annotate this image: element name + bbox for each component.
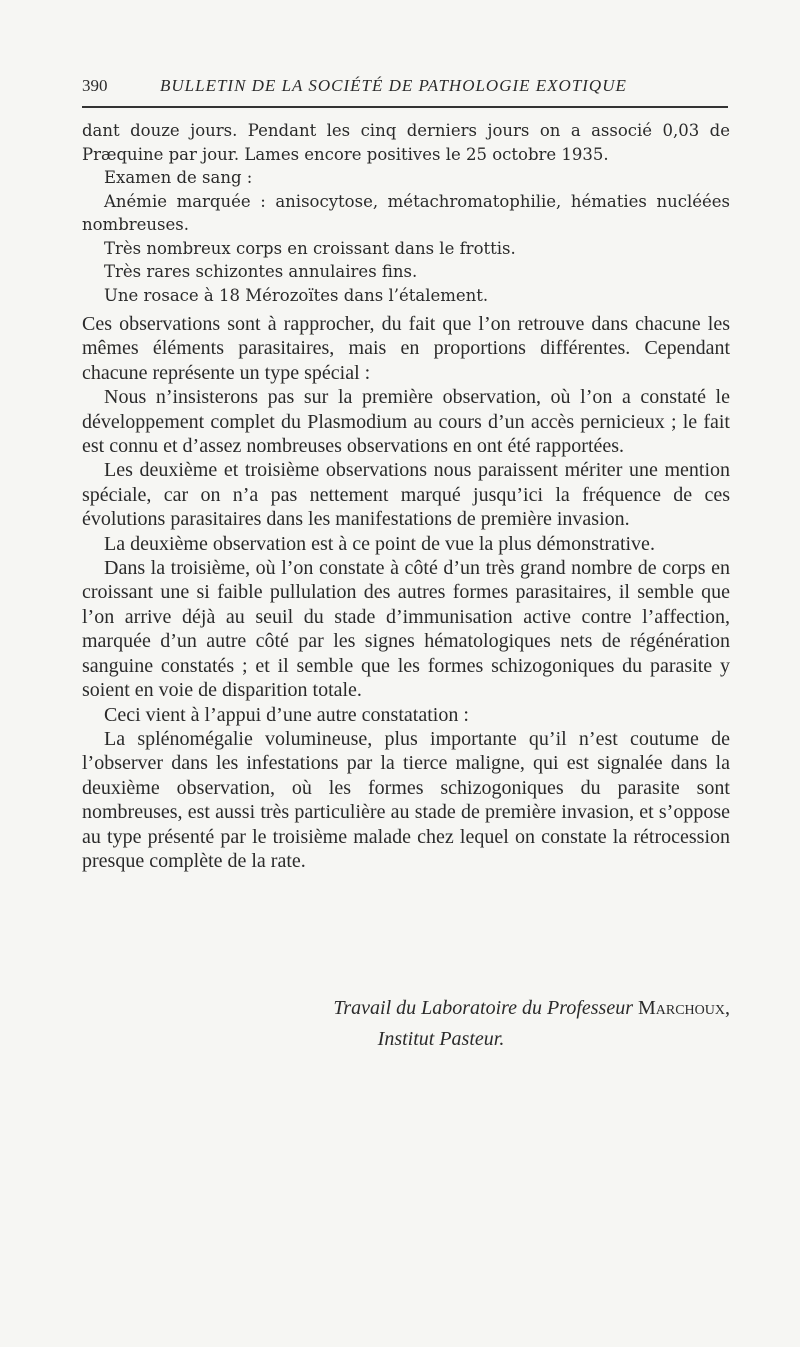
observation-paragraph: Anémie marquée : anisocytose, métachromatophilie, hématies nucléées nombreuses.: [82, 191, 730, 234]
running-head: [82, 76, 728, 100]
discussion-paragraph: Ces observations sont à rapprocher, du fait que l’on retrouve dans chacune les mêmes éléments parasitaires, mais en proportions différentes. Cependant chacune représente un type spécial :: [82, 313, 730, 384]
page-number: 390: [82, 76, 108, 95]
observation-paragraph: Très rares schizontes annulaires fins.: [104, 262, 418, 281]
discussion-paragraph: La deuxième observation est à ce point de vue la plus démonstrative.: [104, 532, 655, 555]
observation-paragraph: Une rosace à 18 Mérozoïtes dans l’étalement.: [104, 285, 489, 305]
discussion-paragraph: Les deuxième et troisième observations nous paraissent mériter une mention spéciale, car on n’a pas nettement marqué jusqu’ici la fréquence de ces évolutions parasitaires dans les manifestations de première invasion.: [82, 459, 730, 531]
discussion-paragraph: La splénomégalie volumineuse, plus importante qu’il n’est coutume de l’observer dans les infestations par la tierce maligne, qui est signalée dans la deuxième observation, où les formes schizogoniques du parasite sont nombreuses, est aussi très particulière au stade de première invasion, et s’oppose au type présenté par le troisième malade chez lequel on constate la rétrocession presque complète de la rate.: [82, 727, 730, 872]
signature-institute: Institut Pasteur.: [377, 1028, 505, 1050]
signature-line-1: [82, 993, 730, 1024]
signature-professor-name: Marchoux,: [637, 997, 730, 1019]
journal-title: BULLETIN DE LA SOCIÉTÉ DE PATHOLOGIE EXOTIQUE: [160, 76, 627, 95]
signature-block: [82, 993, 730, 1055]
observation-end-block: [82, 119, 730, 307]
observation-paragraph: dant douze jours. Pendant les cinq derniers jours on a associé 0,03 de Præquine par jour. Lames encore positives le 25 octobre 1935.: [82, 121, 730, 164]
discussion-block: [82, 312, 730, 873]
observation-paragraph: Très nombreux corps en croissant dans le frottis.: [104, 238, 516, 258]
discussion-paragraph: Ceci vient à l’appui d’une autre constatation :: [104, 703, 469, 726]
signature-lab-text: Travail du Laboratoire du Professeur: [333, 997, 633, 1019]
discussion-paragraph: Dans la troisième, où l’on constate à côté d’un très grand nombre de corps en croissant une si faible pullulation des autres formes parasitaires, il semble que l’on arrive déjà au seuil du stade d’immunisation active contre l’affection, marquée d’un autre côté par les signes hématologiques nets de régénération sanguine constatés ; et il semble que les formes schizogoniques du parasite y soient en voie de disparition totale.: [82, 557, 730, 702]
observation-paragraph: Examen de sang :: [104, 168, 253, 187]
discussion-paragraph: Nous n’insisterons pas sur la première observation, où l’on a constaté le développement complet du Plasmodium au cours d’un accès pernicieux ; le fait est connu et d’assez nombreuses observations en ont été rapportées.: [82, 386, 730, 458]
header-rule: [82, 106, 728, 108]
